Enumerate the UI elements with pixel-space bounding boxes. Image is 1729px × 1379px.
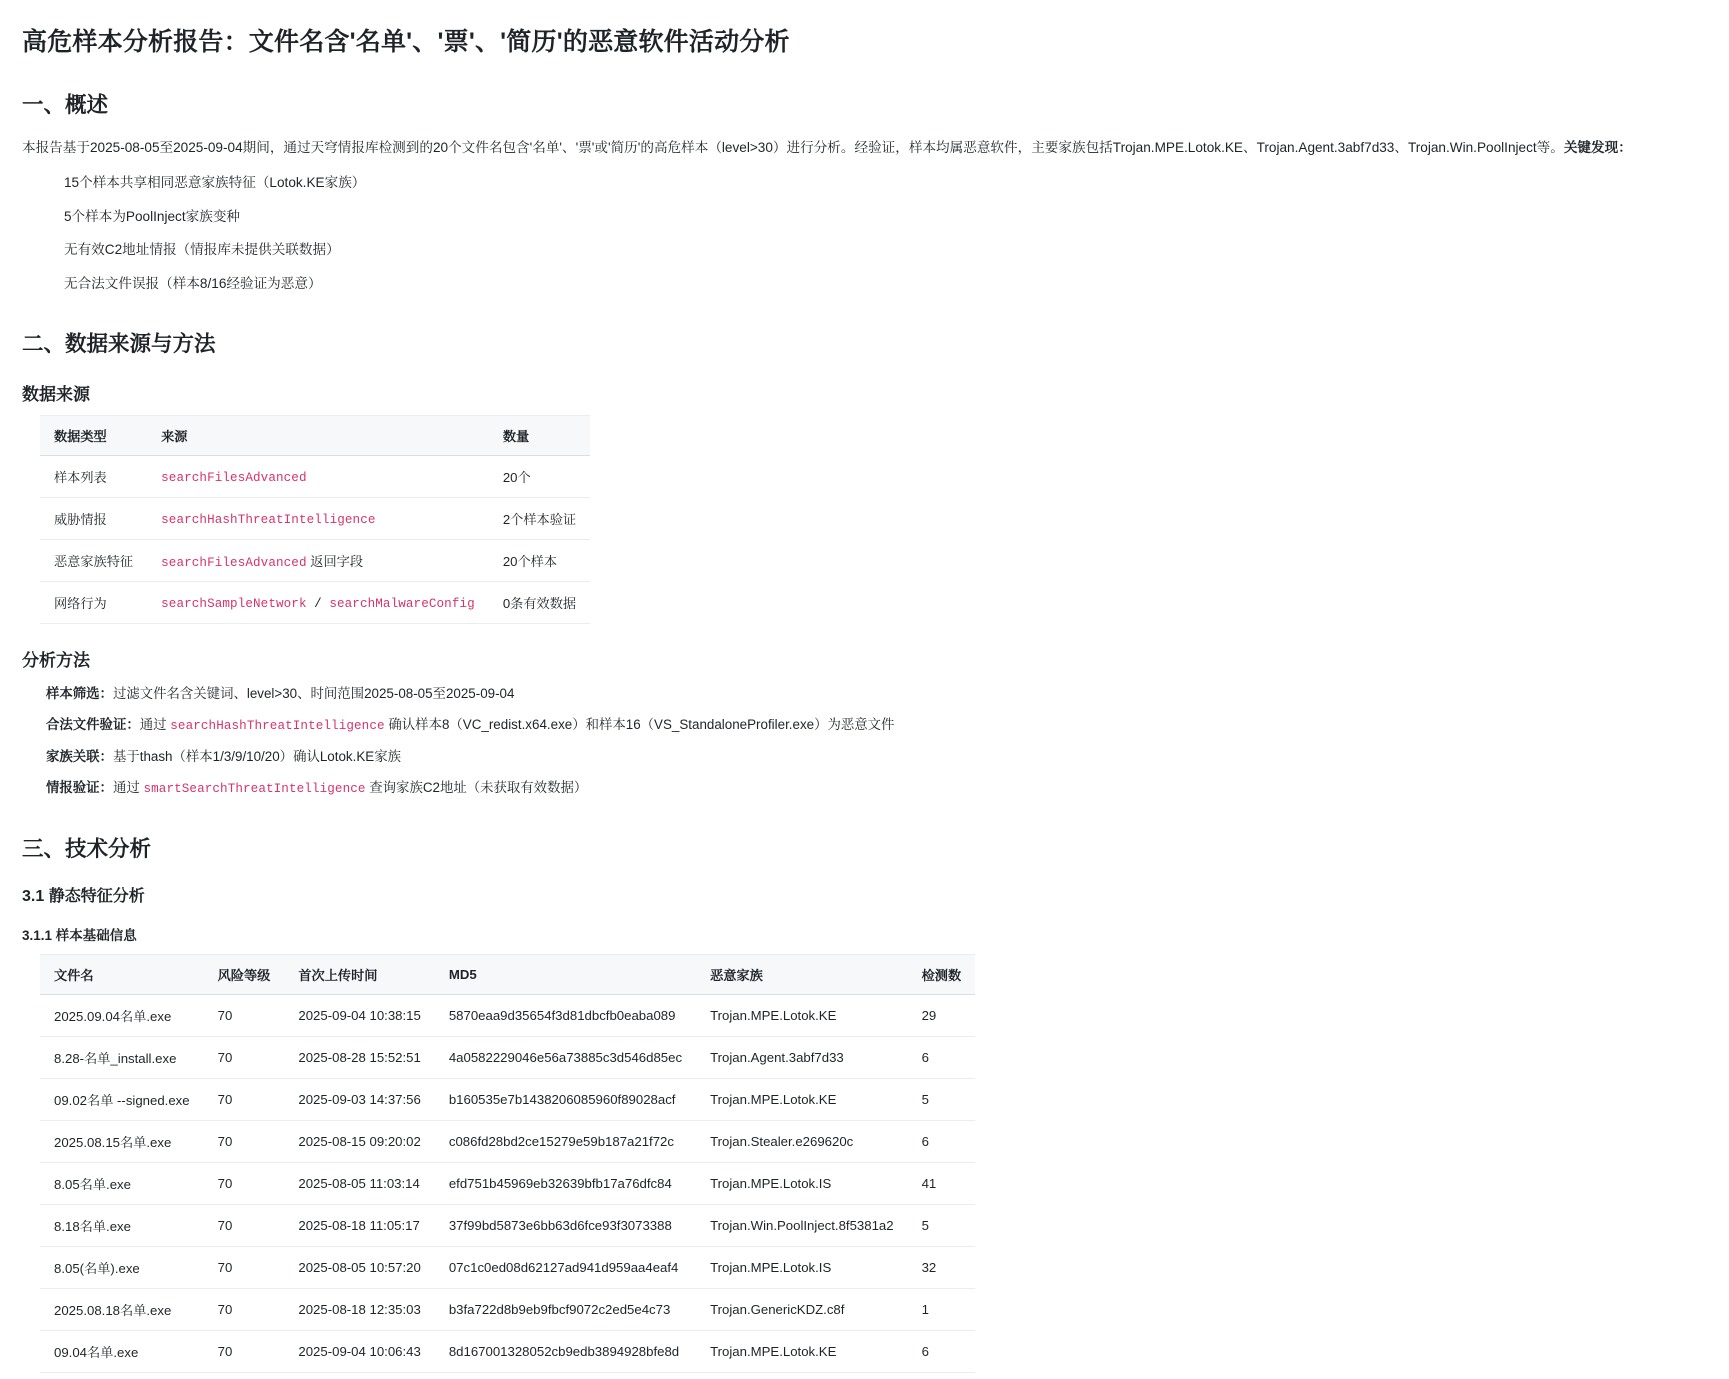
cell-first-upload: 2025-08-05 11:03:14 [284,1162,434,1204]
subheading-sample-basic-info: 3.1.1 样本基础信息 [22,927,137,943]
method-value: 基于thash（样本1/3/9/10/20）确认Lotok.KE家族 [112,748,401,764]
method-key: 合法文件验证： [46,717,140,733]
method-item-legit-verification [46,712,1707,739]
cell-md5: 8d167001328052cb9edb3894928bfe8d [435,1330,696,1372]
method-key: 家族关联： [46,748,113,764]
cell-malware-family: Trojan.MPE.Lotok.IS [696,1162,908,1204]
cell-malware-family: Trojan.MPE.Lotok.KE [696,994,908,1036]
cell-count: 2个样本验证 [489,498,590,540]
subheading-data-source: 数据来源 [22,385,90,405]
cell-type: 网络行为 [40,582,147,624]
cell-md5: b160535e7b1438206085960f89028acf [435,1078,696,1120]
subheading-static-feature-analysis: 3.1 静态特征分析 [22,887,145,905]
overview-text: 本报告基于2025-08-05至2025-09-04期间，通过天穹情报库检测到的20个文件名包含'名单'、'票'或'简历'的高危样本（level>30）进行分析。经验证，样本均属恶意软件，主要家族包括Trojan.MPE.Lotok.KE、Trojan.Agent.3abf7d33、Trojan.Win.PoolInject等。 [22,140,1564,155]
table-row [40,540,590,582]
cell-source [147,498,489,540]
cell-source [147,456,489,498]
cell-risk-level: 70 [204,1078,285,1120]
api-name: smartSearchThreatIntelligence [143,781,366,796]
column-header-type: 数据类型 [40,416,147,456]
method-value-pre: 通过 [112,779,144,795]
cell-filename: 8.05(名单).exe [40,1246,204,1288]
table-row [40,1120,975,1162]
table-header-row [40,954,975,994]
cell-detections: 6 [908,1036,976,1078]
table-row [40,498,590,540]
sample-basic-info-table [40,954,975,1373]
cell-count: 20个样本 [489,540,590,582]
api-name: searchFilesAdvanced [161,470,307,485]
cell-first-upload: 2025-08-18 12:35:03 [284,1288,434,1330]
api-name: searchHashThreatIntelligence [170,719,385,734]
table-row [40,1204,975,1246]
method-item-family-correlation [46,744,1707,770]
cell-malware-family: Trojan.MPE.Lotok.KE [696,1330,908,1372]
cell-risk-level: 70 [204,1162,285,1204]
method-item-sample-filter [46,681,1707,707]
cell-md5: b3fa722d8b9eb9fbcf9072c2ed5e4c73 [435,1288,696,1330]
column-header-risk-level: 风险等级 [204,954,285,994]
cell-md5: 4a0582229046e56a73885c3d546d85ec [435,1036,696,1078]
column-header-filename: 文件名 [40,954,204,994]
cell-detections: 5 [908,1204,976,1246]
overview-paragraph [22,135,1707,160]
cell-malware-family: Trojan.Win.PoolInject.8f5381a2 [696,1204,908,1246]
cell-first-upload: 2025-08-18 11:05:17 [284,1204,434,1246]
method-value-post: 查询家族C2地址（未获取有效数据） [365,779,588,795]
cell-first-upload: 2025-08-28 15:52:51 [284,1036,434,1078]
cell-detections: 29 [908,994,976,1036]
api-name-secondary: searchMalwareConfig [329,596,475,611]
column-header-first-upload: 首次上传时间 [284,954,434,994]
cell-filename: 2025.09.04名单.exe [40,994,204,1036]
column-header-malware-family: 恶意家族 [696,954,908,994]
column-header-detections: 检测数 [908,954,976,994]
table-row [40,1162,975,1204]
data-source-table [40,415,590,624]
api-name: searchHashThreatIntelligence [161,512,376,527]
method-value-post: 确认样本8（VC_redist.x64.exe）和样本16（VS_StandaloneProfiler.exe）为恶意文件 [384,717,895,733]
cell-type: 威胁情报 [40,498,147,540]
sample-table-body [40,994,975,1372]
cell-detections: 1 [908,1288,976,1330]
cell-malware-family: Trojan.MPE.Lotok.IS [696,1246,908,1288]
cell-type: 恶意家族特征 [40,540,147,582]
list-item: 15个样本共享相同恶意家族特征（Lotok.KE家族） [64,175,366,191]
cell-first-upload: 2025-09-04 10:38:15 [284,994,434,1036]
cell-first-upload: 2025-08-05 10:57:20 [284,1246,434,1288]
page-title: 高危样本分析报告：文件名含'名单'、'票'、'简历'的恶意软件活动分析 [22,28,790,56]
cell-risk-level: 70 [204,1036,285,1078]
method-key: 样本筛选： [46,686,113,702]
table-row [40,456,590,498]
cell-first-upload: 2025-09-04 10:06:43 [284,1330,434,1372]
cell-risk-level: 70 [204,1204,285,1246]
cell-first-upload: 2025-09-03 14:37:56 [284,1078,434,1120]
section-heading-data-sources: 二、数据来源与方法 [22,332,216,357]
cell-md5: 37f99bd5873e6bb63d6fce93f3073388 [435,1204,696,1246]
cell-detections: 5 [908,1078,976,1120]
cell-risk-level: 70 [204,1288,285,1330]
subheading-analysis-method: 分析方法 [22,651,90,671]
analysis-method-list [46,681,1707,801]
cell-filename: 2025.08.15名单.exe [40,1120,204,1162]
section-heading-overview: 一、概述 [22,93,109,117]
cell-risk-level: 70 [204,1246,285,1288]
table-row [40,1078,975,1120]
cell-detections: 41 [908,1162,976,1204]
cell-source [147,582,489,624]
cell-filename: 8.05名单.exe [40,1162,204,1204]
cell-md5: 5870eaa9d35654f3d81dbcfb0eaba089 [435,994,696,1036]
cell-type: 样本列表 [40,456,147,498]
method-item-intel-verification [46,775,1707,802]
cell-md5: efd751b45969eb32639bfb17a76dfc84 [435,1162,696,1204]
table-row [40,994,975,1036]
key-findings-list [22,170,1707,297]
source-separator: / [306,596,330,611]
cell-risk-level: 70 [204,1120,285,1162]
method-value-pre: 通过 [139,717,171,733]
cell-source [147,540,489,582]
method-value: 过滤文件名含关键词、level>30、时间范围2025-08-05至2025-09-04 [112,686,515,702]
table-row [40,1288,975,1330]
list-item: 无有效C2地址情报（情报库未提供关联数据） [64,242,340,258]
column-header-md5: MD5 [435,954,696,994]
cell-detections: 6 [908,1120,976,1162]
source-suffix: 返回字段 [306,554,364,570]
cell-malware-family: Trojan.Stealer.e269620c [696,1120,908,1162]
list-item: 5个样本为PoolInject家族变种 [64,208,241,224]
table-row [40,1246,975,1288]
cell-filename: 8.18名单.exe [40,1204,204,1246]
cell-count: 20个 [489,456,590,498]
cell-risk-level: 70 [204,994,285,1036]
cell-md5: c086fd28bd2ce15279e59b187a21f72c [435,1120,696,1162]
list-item: 无合法文件误报（样本8/16经验证为恶意） [64,275,322,291]
cell-filename: 09.02名单 --signed.exe [40,1078,204,1120]
api-name: searchSampleNetwork [161,596,307,611]
cell-detections: 32 [908,1246,976,1288]
cell-risk-level: 70 [204,1330,285,1372]
table-row [40,582,590,624]
cell-first-upload: 2025-08-15 09:20:02 [284,1120,434,1162]
cell-filename: 09.04名单.exe [40,1330,204,1372]
section-heading-technical-analysis: 三、技术分析 [22,836,152,861]
cell-count: 0条有效数据 [489,582,590,624]
table-row [40,1330,975,1372]
method-key: 情报验证： [46,779,113,795]
table-header-row [40,416,590,456]
api-name: searchFilesAdvanced [161,556,307,571]
cell-malware-family: Trojan.Agent.3abf7d33 [696,1036,908,1078]
cell-filename: 8.28-名单_install.exe [40,1036,204,1078]
cell-malware-family: Trojan.MPE.Lotok.KE [696,1078,908,1120]
cell-detections: 6 [908,1330,976,1372]
cell-md5: 07c1c0ed08d62127ad941d959aa4eaf4 [435,1246,696,1288]
column-header-source: 来源 [147,416,489,456]
cell-filename: 2025.08.18名单.exe [40,1288,204,1330]
cell-malware-family: Trojan.GenericKDZ.c8f [696,1288,908,1330]
table-row [40,1036,975,1078]
column-header-count: 数量 [489,416,590,456]
overview-key-findings-label: 关键发现： [1563,140,1632,155]
